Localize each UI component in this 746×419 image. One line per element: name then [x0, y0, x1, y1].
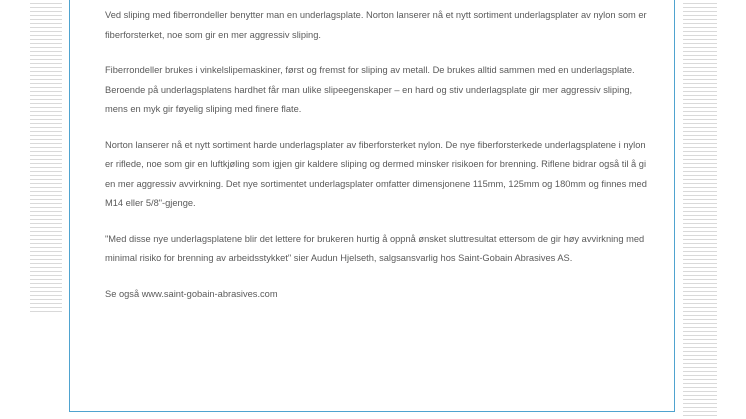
right-stripe-decoration	[683, 0, 717, 419]
paragraph-new-range: Norton lanserer nå et nytt sortiment harde underlagsplater av fiberforsterket nylon. De nye fiberforsterkede underlagsplatene i nylon er riflede, noe som gir en luftkjøling som igjen gir kaldere sliping og dermed minsker risikoen for brenning. Riflene bidrar også til å gi en mer aggressiv avvirkning. Det nye sortimentet underlagsplater omfatter dimensjonene 115mm, 125mm og 180mm og finnes med M14 eller 5/8"-gjenge.	[105, 139, 647, 208]
document-body	[105, 6, 650, 320]
paragraph-quote: "Med disse nye underlagsplatene blir det lettere for brukeren hurtig å oppnå ønsket sluttresultat ettersom de gir høy avvirkning med minimal risiko for brenning av arbeidsstykket" sier Audun Hjelseth, salgsansvarlig hos Saint-Gobain Abrasives AS.	[105, 233, 645, 263]
paragraph-see-also: Se også www.saint-gobain-abrasives.com	[105, 288, 278, 299]
left-stripe-decoration	[30, 0, 62, 312]
paragraph-usage: Fiberrondeller brukes i vinkelslipemaskiner, først og fremst for sliping av metall. De brukes alltid sammen med en underlagsplate. Beroende på underlagsplatens hardhet får man ulike slipeegenskaper – en hard og stiv underlagsplate gir mer aggressiv sliping, mens en myk gir føyelig sliping med finere flate.	[105, 65, 635, 114]
paragraph-intro: Ved sliping med fiberrondeller benytter man en underlagsplate. Norton lanserer nå et nytt sortiment underlagsplater av nylon som er fiberforsterket, noe som gir en mer aggressiv sliping.	[105, 10, 647, 40]
